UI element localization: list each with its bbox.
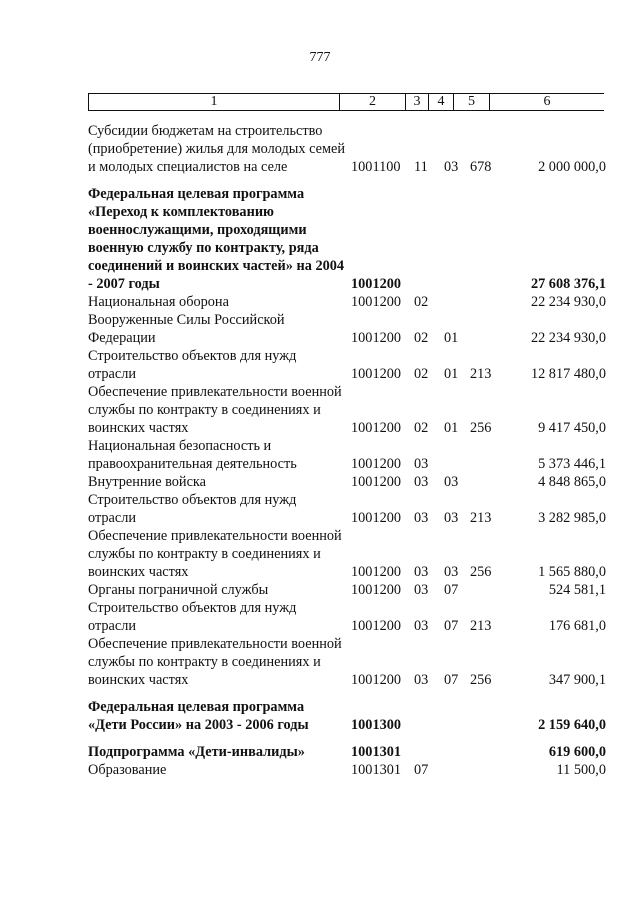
row-col-3: 03 [414,510,429,526]
column-header-2: 2 [340,94,406,111]
row-amount: 12 817 480,0 [530,366,606,382]
column-header-4: 4 [429,94,454,111]
row-col-3: 03 [414,456,429,472]
row-name: Органы пограничной службы [88,582,269,598]
row-name: Федеральная целевая программа «Дети России» на 2003 - 2006 годы [88,699,309,733]
row-amount: 4 848 865,0 [538,474,606,490]
row-code: 1001301 [351,762,402,778]
table-row [0,698,640,734]
row-name: Обеспечение привлекательности военной службы по контракту в соединениях и воинских частях [88,528,342,580]
row-amount: 22 234 930,0 [530,294,606,310]
table-row [0,293,640,311]
row-col-4: 03 [444,159,459,175]
row-col-3: 03 [414,618,429,634]
row-col-3: 03 [414,582,429,598]
row-col-5: 678 [470,159,492,175]
column-header-6: 6 [490,94,605,111]
row-col-3: 11 [414,159,428,175]
row-name: Подпрограмма «Дети-инвалиды» [88,744,305,760]
row-col-5: 213 [470,366,492,382]
row-name: Строительство объектов для нужд отрасли [88,348,297,382]
row-col-3: 03 [414,564,429,580]
table-row [0,437,640,473]
table-row [0,383,640,437]
row-col-5: 213 [470,510,492,526]
table-row [0,122,640,176]
row-code: 1001200 [351,420,402,436]
table-row [0,743,640,761]
row-col-3: 02 [414,366,429,382]
row-code: 1001200 [351,618,402,634]
column-header-1: 1 [89,94,340,111]
row-code: 1001200 [351,672,402,688]
row-name: Вооруженные Силы Российской Федерации [88,312,285,346]
column-header-row [89,94,605,111]
row-name: Национальная оборона [88,294,229,310]
row-name: Субсидии бюджетам на строительство (приобретение) жилья для молодых семей и молодых специалистов на селе [88,123,345,175]
row-code: 1001200 [351,474,402,490]
row-col-5: 256 [470,420,492,436]
page-number: 777 [309,50,331,65]
row-name: Обеспечение привлекательности военной службы по контракту в соединениях и воинских частях [88,384,342,436]
table-row [0,473,640,491]
row-col-5: 256 [470,564,492,580]
row-amount: 347 900,1 [548,672,606,688]
row-amount: 22 234 930,0 [530,330,606,346]
row-amount: 9 417 450,0 [538,420,606,436]
row-code: 1001200 [351,366,402,382]
row-col-4: 01 [444,330,459,346]
row-amount: 5 373 446,1 [538,456,606,472]
row-code: 1001200 [351,564,402,580]
row-name: Национальная безопасность и правоохранительная деятельность [88,438,297,472]
row-col-4: 07 [444,618,459,634]
row-col-5: 256 [470,672,492,688]
table-row [0,527,640,581]
row-col-3: 02 [414,294,429,310]
row-col-3: 03 [414,672,429,688]
table-row [0,491,640,527]
row-code: 1001300 [351,717,402,733]
row-col-3: 03 [414,474,429,490]
row-col-3: 02 [414,330,429,346]
column-header-5: 5 [454,94,490,111]
row-col-4: 01 [444,420,459,436]
row-amount: 1 565 880,0 [538,564,606,580]
row-amount: 2 159 640,0 [538,717,606,733]
row-amount: 176 681,0 [548,618,606,634]
table-row [0,347,640,383]
table-row [0,581,640,599]
table-row [0,311,640,347]
row-col-4: 07 [444,672,459,688]
row-code: 1001301 [351,744,402,760]
table-row [0,635,640,689]
row-amount: 2 000 000,0 [538,159,606,175]
row-code: 1001200 [351,582,402,598]
row-col-5: 213 [470,618,492,634]
row-amount: 27 608 376,1 [530,276,606,292]
row-name: Внутренние войска [88,474,206,490]
table-row [0,761,640,779]
column-header-table [88,93,604,111]
row-code: 1001200 [351,456,402,472]
row-code: 1001200 [351,510,402,526]
row-amount: 524 581,1 [548,582,606,598]
row-amount: 619 600,0 [548,744,606,760]
table-row [0,185,640,293]
row-col-3: 02 [414,420,429,436]
row-col-4: 03 [444,510,459,526]
row-name: Образование [88,762,167,778]
row-col-4: 03 [444,474,459,490]
row-code: 1001100 [351,159,401,175]
row-amount: 3 282 985,0 [538,510,606,526]
budget-table-body [0,122,640,779]
row-name: Строительство объектов для нужд отрасли [88,600,297,634]
row-name: Строительство объектов для нужд отрасли [88,492,297,526]
row-col-4: 07 [444,582,459,598]
row-col-3: 07 [414,762,429,778]
row-name: Федеральная целевая программа «Переход к комплектованию военнослужащими, проходящими военную службу по контракту, ряда соединений и воинских частей» на 2004 - 2007 годы [88,186,345,292]
row-name: Обеспечение привлекательности военной службы по контракту в соединениях и воинских частях [88,636,342,688]
table-row [0,599,640,635]
row-code: 1001200 [351,276,402,292]
row-col-4: 01 [444,366,459,382]
row-col-4: 03 [444,564,459,580]
row-code: 1001200 [351,294,402,310]
column-header-3: 3 [406,94,429,111]
row-code: 1001200 [351,330,402,346]
row-amount: 11 500,0 [556,762,606,778]
